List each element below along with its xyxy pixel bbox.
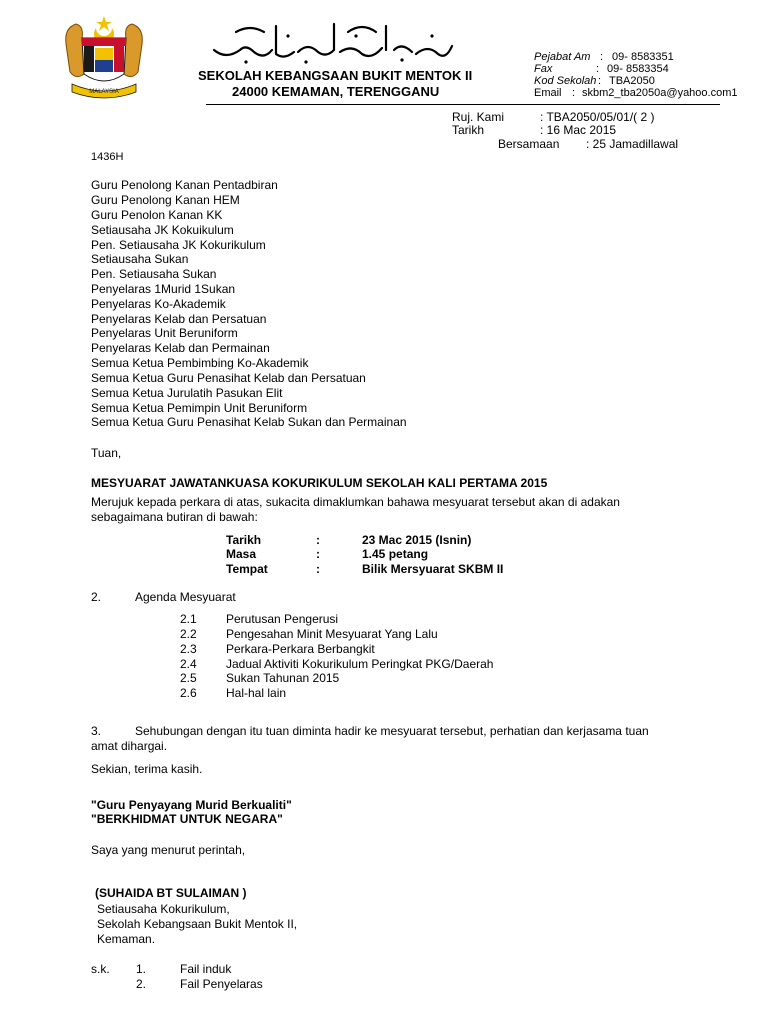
detail-label: Tempat bbox=[226, 562, 268, 576]
recipient-item: Semua Ketua Guru Penasihat Kelab Sukan dan Permainan bbox=[91, 415, 407, 429]
recipient-item: Guru Penolong Kanan Pentadbiran bbox=[91, 178, 278, 192]
recipient-item: Penyelaras Kelab dan Persatuan bbox=[91, 312, 267, 326]
contact-school-code: TBA2050 bbox=[609, 75, 655, 87]
sk-item: Fail Penyelaras bbox=[180, 977, 263, 991]
para-text: amat dihargai. bbox=[91, 739, 168, 753]
intro-text: sebagaimana butiran di bawah: bbox=[91, 510, 258, 524]
recipient-item: Semua Ketua Pemimpin Unit Beruniform bbox=[91, 401, 308, 415]
contact-email: skbm2_tba2050a@yahoo.com1 bbox=[582, 87, 738, 99]
recipient-item: Penyelaras Kelab dan Permainan bbox=[91, 341, 270, 355]
ref-label: Ruj. Kami bbox=[452, 110, 505, 124]
contact-sep: : bbox=[600, 51, 604, 63]
contact-label: Pejabat Am bbox=[534, 51, 591, 63]
order-text: Saya yang menurut perintah, bbox=[91, 843, 246, 857]
agenda-item-no: 2.4 bbox=[180, 657, 197, 671]
contact-phone: 09- 8583351 bbox=[612, 51, 674, 63]
detail-label: Masa bbox=[226, 547, 257, 561]
recipient-item: Guru Penolong Kanan HEM bbox=[91, 193, 240, 207]
motto-line: "BERKHIDMAT UNTUK NEGARA" bbox=[91, 812, 283, 826]
agenda-item-no: 2.2 bbox=[180, 627, 197, 641]
recipient-item: Setiausaha Sukan bbox=[91, 252, 189, 266]
agenda-item: Perutusan Pengerusi bbox=[226, 612, 339, 626]
agenda-item-no: 2.1 bbox=[180, 612, 197, 626]
agenda-item: Hal-hal lain bbox=[226, 686, 287, 700]
ref-date-label: Tarikh bbox=[452, 123, 485, 137]
recipient-item: Pen. Setiausaha JK Kokurikulum bbox=[91, 238, 266, 252]
recipient-item: Setiausaha JK Kokuikulum bbox=[91, 223, 234, 237]
school-address: 24000 KEMAMAN, TERENGGANU bbox=[232, 84, 440, 99]
meeting-time: 1.45 petang bbox=[362, 547, 429, 561]
jawi-calligraphy-icon bbox=[206, 16, 458, 66]
agenda-item: Sukan Tahunan 2015 bbox=[226, 671, 340, 685]
recipient-item: Semua Ketua Guru Penasihat Kelab dan Persatuan bbox=[91, 371, 366, 385]
ref-hijri-label: Bersamaan bbox=[498, 137, 560, 151]
agenda-item: Pengesahan Minit Mesyuarat Yang Lalu bbox=[226, 627, 438, 641]
sk-label: s.k. bbox=[91, 962, 110, 976]
crest-motto-text: MALAYSIA bbox=[89, 89, 119, 95]
detail-label: Tarikh bbox=[226, 533, 262, 547]
contact-sep: : bbox=[572, 87, 576, 99]
ref-hijri-year: 1436H bbox=[91, 151, 124, 163]
recipient-item: Semua Ketua Jurulatih Pasukan Elit bbox=[91, 386, 283, 400]
recipient-item: Pen. Setiausaha Sukan bbox=[91, 267, 217, 281]
ref-date: : 16 Mac 2015 bbox=[540, 123, 617, 137]
signatory-town: Kemaman. bbox=[97, 932, 156, 946]
sk-item-no: 1. bbox=[136, 962, 147, 976]
agenda-item: Jadual Aktiviti Kokurikulum Peringkat PKG/Daerah bbox=[226, 657, 494, 671]
agenda-item-no: 2.6 bbox=[180, 686, 197, 700]
signatory-title: Setiausaha Kokurikulum, bbox=[97, 902, 230, 916]
agenda-number: 2. bbox=[91, 590, 102, 604]
agenda-title: Agenda Mesyuarat bbox=[135, 590, 236, 604]
salutation: Tuan, bbox=[91, 446, 122, 460]
contact-sep: : bbox=[598, 75, 602, 87]
ref-hijri-date: : 25 Jamadillawal bbox=[586, 137, 679, 151]
agenda-item-no: 2.5 bbox=[180, 671, 197, 685]
agenda-item-no: 2.3 bbox=[180, 642, 197, 656]
recipient-item: Penyelaras 1Murid 1Sukan bbox=[91, 282, 236, 296]
signatory-school: Sekolah Kebangsaan Bukit Mentok II, bbox=[97, 917, 298, 931]
recipient-item: Guru Penolon Kanan KK bbox=[91, 208, 223, 222]
signatory-name: (SUHAIDA BT SULAIMAN ) bbox=[95, 886, 247, 900]
contact-fax: 09- 8583354 bbox=[607, 63, 669, 75]
header-divider bbox=[206, 104, 720, 105]
contact-label: Fax bbox=[534, 63, 553, 75]
meeting-venue: Bilik Mersyuarat SKBM II bbox=[362, 562, 504, 576]
sk-item-no: 2. bbox=[136, 977, 147, 991]
para-text: Sehubungan dengan itu tuan diminta hadir ke mesyuarat tersebut, perhatian dan kerjasama tuan bbox=[135, 724, 649, 738]
contact-label: Kod Sekolah bbox=[534, 75, 597, 87]
recipient-item: Penyelaras Unit Beruniform bbox=[91, 326, 238, 340]
meeting-date: 23 Mac 2015 (Isnin) bbox=[362, 533, 472, 547]
motto-line: "Guru Penyayang Murid Berkualiti" bbox=[91, 798, 292, 812]
ref-number: : TBA2050/05/01/( 2 ) bbox=[540, 110, 655, 124]
recipient-item: Penyelaras Ko-Akademik bbox=[91, 297, 226, 311]
closing-text: Sekian, terima kasih. bbox=[91, 762, 203, 776]
contact-label: Email bbox=[534, 87, 562, 99]
school-name: SEKOLAH KEBANGSAAN BUKIT MENTOK II bbox=[198, 68, 473, 83]
recipient-item: Semua Ketua Pembimbing Ko-Akademik bbox=[91, 356, 309, 370]
agenda-item: Perkara-Perkara Berbangkit bbox=[226, 642, 375, 656]
detail-sep: : bbox=[316, 562, 320, 576]
detail-sep: : bbox=[316, 547, 320, 561]
malaysia-coat-of-arms-icon bbox=[62, 14, 146, 104]
letter-subject: MESYUARAT JAWATANKUASA KOKURIKULUM SEKOLAH KALI PERTAMA 2015 bbox=[91, 476, 548, 490]
intro-text: Merujuk kepada perkara di atas, sukacita dimaklumkan bahawa mesyuarat tersebut akan di adakan bbox=[91, 495, 620, 509]
sk-item: Fail induk bbox=[180, 962, 232, 976]
contact-sep: : bbox=[596, 63, 600, 75]
para-number: 3. bbox=[91, 724, 102, 738]
detail-sep: : bbox=[316, 533, 320, 547]
